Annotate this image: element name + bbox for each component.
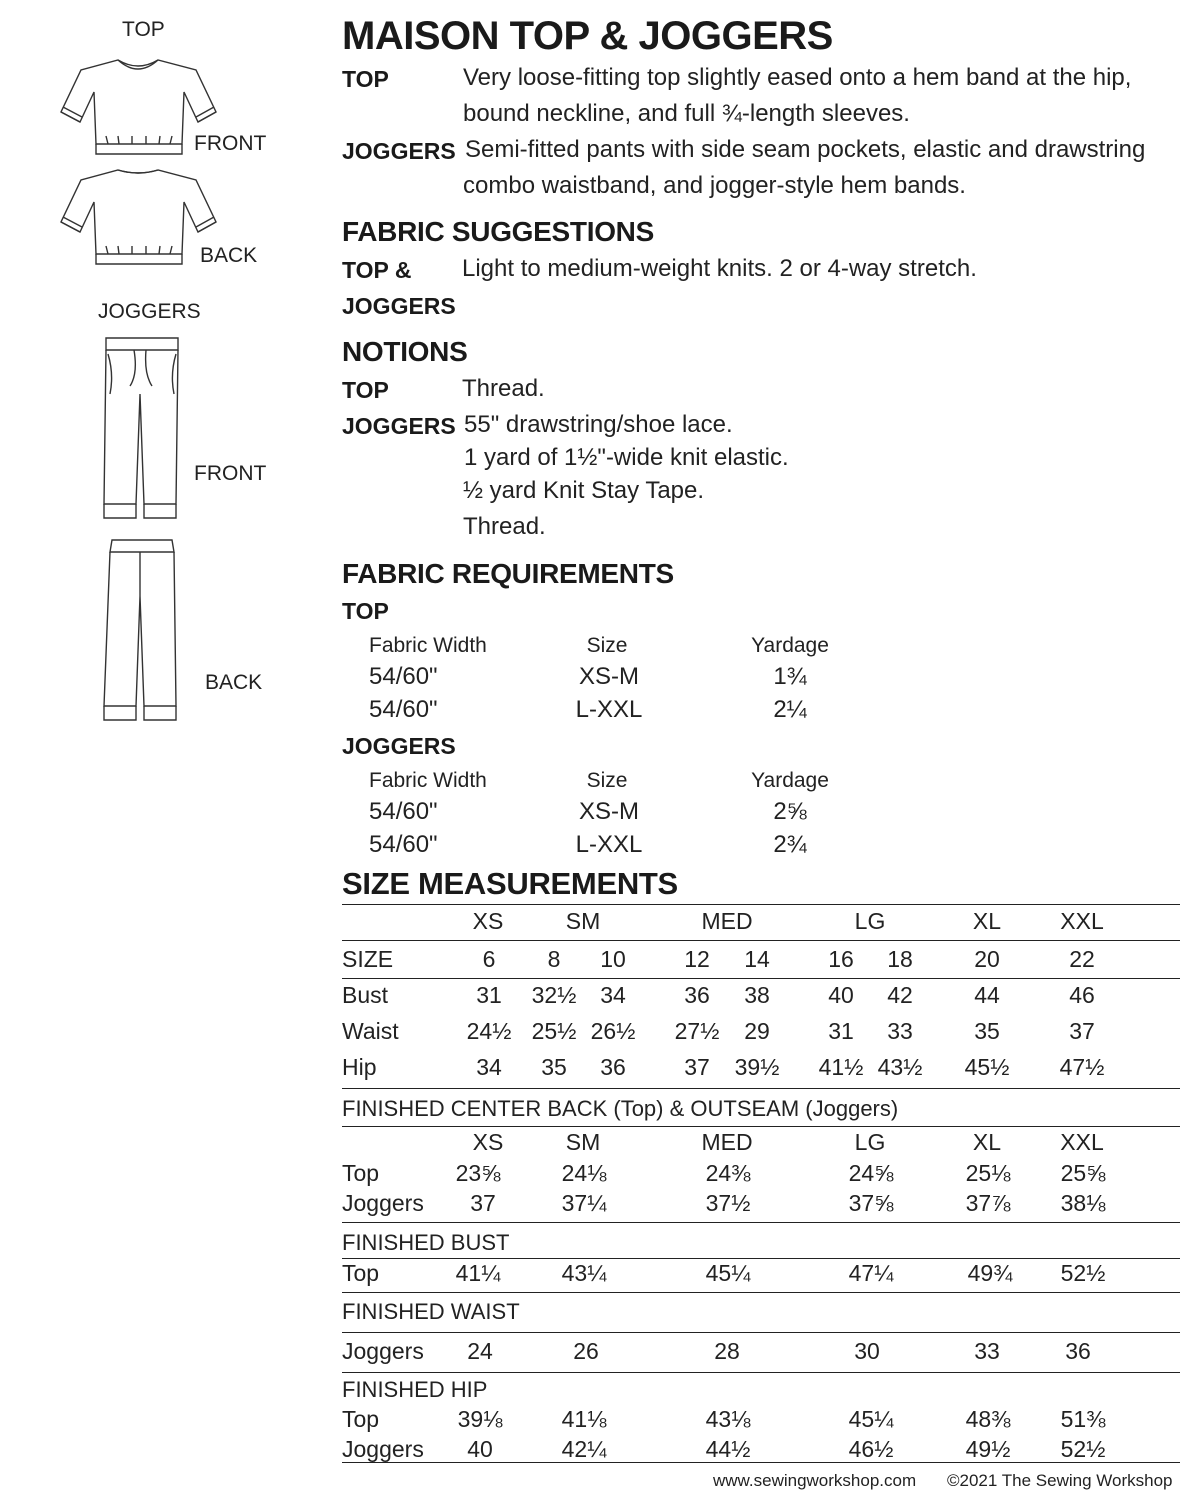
- divider: [342, 940, 1180, 941]
- notions-top-text: Thread.: [462, 375, 545, 402]
- sm-size-cell: 18: [887, 946, 913, 972]
- fb-top-cell: 41¼: [455, 1260, 501, 1286]
- sketch-joggers-back-label: BACK: [205, 671, 263, 694]
- divider: [342, 1258, 1180, 1259]
- fh-joggers-cell: 49½: [965, 1436, 1011, 1462]
- sm-bust-cell: 34: [600, 982, 626, 1008]
- sm-size-cell: 14: [744, 946, 770, 972]
- sketch-top-label: TOP: [122, 18, 165, 41]
- sm-waist-cell: 29: [744, 1018, 770, 1044]
- fb-row-top-label: Top: [342, 1260, 380, 1286]
- fr-joggers-row-1-width: 54/60": [369, 798, 438, 825]
- desc-top-key: TOP: [342, 66, 389, 92]
- notions-heading: NOTIONS: [342, 336, 468, 367]
- fcb-top-cell: 24⅛: [561, 1160, 607, 1186]
- fabric-suggestions-key-2: JOGGERS: [342, 293, 456, 319]
- fr-top-row-2-yardage: 2¼: [773, 696, 807, 723]
- fb-top-cell: 45¼: [705, 1260, 751, 1286]
- fh-row-top-label: Top: [342, 1406, 380, 1432]
- sm-size-cell: 12: [684, 946, 710, 972]
- divider: [342, 1126, 1180, 1127]
- finished-bust-heading: FINISHED BUST: [342, 1230, 510, 1255]
- sm-hip-cell: 35: [541, 1054, 567, 1080]
- fabric-suggestions-heading: FABRIC SUGGESTIONS: [342, 216, 654, 247]
- fabric-suggestions-key-1: TOP &: [342, 257, 412, 283]
- fcb-joggers-cell: 37: [470, 1190, 496, 1216]
- sm-row-size-label: SIZE: [342, 946, 394, 972]
- fcb-group-sm: SM: [565, 1129, 601, 1155]
- desc-joggers-line-1: Semi-fitted pants with side seam pockets, elastic and drawstring: [465, 136, 1146, 163]
- fr-top-col-size: Size: [586, 634, 628, 657]
- sm-bust-cell: 36: [684, 982, 710, 1008]
- finished-waist-heading: FINISHED WAIST: [342, 1299, 520, 1324]
- sm-size-cell: 20: [974, 946, 1000, 972]
- fr-top-col-width: Fabric Width: [369, 634, 487, 657]
- fcb-joggers-cell: 38⅛: [1060, 1190, 1106, 1216]
- sm-size-cell: 22: [1069, 946, 1095, 972]
- notions-top-key: TOP: [342, 377, 389, 403]
- sm-bust-cell: 44: [974, 982, 1000, 1008]
- fb-top-cell: 43¼: [561, 1260, 607, 1286]
- fr-top-row-1-size: XS-M: [579, 663, 639, 690]
- divider: [342, 1088, 1180, 1089]
- top-back-illustration: [56, 162, 221, 272]
- fcb-top-cell: 25⅝: [1060, 1160, 1106, 1186]
- sm-hip-cell: 47½: [1059, 1054, 1105, 1080]
- sm-group-xxl: XXL: [1060, 908, 1104, 934]
- fcb-group-xl: XL: [972, 1129, 1002, 1155]
- fh-joggers-cell: 44½: [705, 1436, 751, 1462]
- fh-joggers-cell: 40: [467, 1436, 493, 1462]
- page-title: MAISON TOP & JOGGERS: [342, 14, 833, 58]
- fcb-group-lg: LG: [854, 1129, 886, 1155]
- fr-joggers-col-width: Fabric Width: [369, 769, 487, 792]
- fr-joggers-row-1-yardage: 2⅝: [773, 798, 807, 825]
- fr-joggers-row-1-size: XS-M: [579, 798, 639, 825]
- fcb-top-cell: 23⅝: [455, 1160, 501, 1186]
- sm-group-xs: XS: [472, 908, 504, 934]
- fabric-requirements-heading: FABRIC REQUIREMENTS: [342, 558, 674, 589]
- fw-joggers-cell: 26: [573, 1338, 599, 1364]
- fr-joggers-col-size: Size: [586, 769, 628, 792]
- sketch-top-back-label: BACK: [200, 244, 258, 267]
- sm-hip-cell: 43½: [877, 1054, 923, 1080]
- fr-top-row-1-width: 54/60": [369, 663, 438, 690]
- sm-group-sm: SM: [565, 908, 601, 934]
- footer-copyright: ©2021 The Sewing Workshop: [947, 1471, 1173, 1490]
- sketch-top-front-label: FRONT: [194, 132, 267, 155]
- fh-top-cell: 41⅛: [561, 1406, 607, 1432]
- fw-joggers-cell: 33: [974, 1338, 1000, 1364]
- fw-joggers-cell: 24: [467, 1338, 493, 1364]
- footer-website: www.sewingworkshop.com: [713, 1471, 917, 1490]
- divider: [342, 1462, 1180, 1463]
- notions-joggers-line-1: 55" drawstring/shoe lace.: [464, 411, 733, 438]
- divider: [342, 1222, 1180, 1223]
- desc-top-line-2: bound neckline, and full ¾-length sleeves.: [463, 100, 910, 127]
- sm-group-xl: XL: [972, 908, 1002, 934]
- sm-waist-cell: 37: [1069, 1018, 1095, 1044]
- fr-top-label: TOP: [342, 598, 389, 624]
- fcb-row-joggers-label: Joggers: [342, 1190, 424, 1216]
- sm-hip-cell: 37: [684, 1054, 710, 1080]
- fr-joggers-row-2-width: 54/60": [369, 831, 438, 858]
- fw-row-joggers-label: Joggers: [342, 1338, 424, 1364]
- joggers-back-illustration: [100, 536, 184, 726]
- fb-top-cell: 52½: [1060, 1260, 1106, 1286]
- desc-top-line-1: Very loose-fitting top slightly eased onto a hem band at the hip,: [463, 64, 1132, 91]
- divider: [342, 1332, 1180, 1333]
- sm-bust-cell: 42: [887, 982, 913, 1008]
- desc-joggers-key: JOGGERS: [342, 138, 456, 164]
- sm-waist-cell: 31: [828, 1018, 854, 1044]
- sm-row-waist-label: Waist: [342, 1018, 399, 1044]
- divider: [342, 1372, 1180, 1373]
- fw-joggers-cell: 28: [714, 1338, 740, 1364]
- fh-top-cell: 43⅛: [705, 1406, 751, 1432]
- sm-row-bust-label: Bust: [342, 982, 389, 1008]
- fh-joggers-cell: 42¼: [561, 1436, 607, 1462]
- sm-waist-cell: 24½: [466, 1018, 512, 1044]
- sm-waist-cell: 35: [974, 1018, 1000, 1044]
- fh-top-cell: 48⅜: [965, 1406, 1011, 1432]
- fb-top-cell: 47¼: [848, 1260, 894, 1286]
- fcb-top-cell: 24⅝: [848, 1160, 894, 1186]
- fh-joggers-cell: 46½: [848, 1436, 894, 1462]
- sm-hip-cell: 34: [476, 1054, 502, 1080]
- fh-top-cell: 45¼: [848, 1406, 894, 1432]
- joggers-front-illustration: [100, 334, 184, 524]
- sm-waist-cell: 25½: [531, 1018, 577, 1044]
- sm-group-med: MED: [701, 908, 753, 934]
- fh-joggers-cell: 52½: [1060, 1436, 1106, 1462]
- divider: [342, 1292, 1180, 1293]
- fr-joggers-row-2-size: L-XXL: [575, 831, 643, 858]
- fabric-suggestions-text: Light to medium-weight knits. 2 or 4-way stretch.: [462, 255, 977, 282]
- fcb-joggers-cell: 37½: [705, 1190, 751, 1216]
- sketch-joggers-label: JOGGERS: [98, 300, 201, 323]
- fr-top-col-yardage: Yardage: [751, 634, 829, 657]
- notions-joggers-line-2: 1 yard of 1½"-wide knit elastic.: [464, 444, 789, 471]
- fcb-top-cell: 25⅛: [965, 1160, 1011, 1186]
- divider: [342, 978, 1180, 979]
- notions-joggers-key: JOGGERS: [342, 413, 456, 439]
- sm-waist-cell: 33: [887, 1018, 913, 1044]
- notions-joggers-line-3: ½ yard Knit Stay Tape.: [463, 477, 705, 504]
- sm-bust-cell: 32½: [531, 982, 577, 1008]
- fcb-joggers-cell: 37⅞: [965, 1190, 1011, 1216]
- sm-bust-cell: 38: [744, 982, 770, 1008]
- sketch-joggers-front-label: FRONT: [194, 462, 267, 485]
- sm-bust-cell: 31: [476, 982, 502, 1008]
- sm-size-cell: 8: [547, 946, 561, 972]
- fcb-joggers-cell: 37⅝: [848, 1190, 894, 1216]
- sm-group-lg: LG: [854, 908, 886, 934]
- fcb-group-xxl: XXL: [1060, 1129, 1104, 1155]
- fh-top-cell: 39⅛: [457, 1406, 503, 1432]
- sm-size-cell: 10: [600, 946, 626, 972]
- finished-hip-heading: FINISHED HIP: [342, 1377, 488, 1402]
- fh-row-joggers-label: Joggers: [342, 1436, 424, 1462]
- sm-hip-cell: 41½: [818, 1054, 864, 1080]
- fr-joggers-label: JOGGERS: [342, 733, 456, 759]
- fcb-top-cell: 24⅜: [705, 1160, 751, 1186]
- sm-bust-cell: 40: [828, 982, 854, 1008]
- divider: [342, 904, 1180, 905]
- desc-joggers-line-2: combo waistband, and jogger-style hem bands.: [463, 172, 966, 199]
- sm-bust-cell: 46: [1069, 982, 1095, 1008]
- sm-size-cell: 6: [482, 946, 496, 972]
- fr-joggers-row-2-yardage: 2¾: [773, 831, 807, 858]
- size-measurements-heading: SIZE MEASUREMENTS: [342, 866, 678, 901]
- fw-joggers-cell: 36: [1065, 1338, 1091, 1364]
- fb-top-cell: 49¾: [967, 1260, 1013, 1286]
- fcb-group-xs: XS: [472, 1129, 504, 1155]
- fcb-row-top-label: Top: [342, 1160, 380, 1186]
- finished-cb-heading: FINISHED CENTER BACK (Top) & OUTSEAM (Joggers): [342, 1096, 899, 1121]
- fw-joggers-cell: 30: [854, 1338, 880, 1364]
- sm-waist-cell: 26½: [590, 1018, 636, 1044]
- fr-top-row-1-yardage: 1¾: [773, 663, 807, 690]
- sm-hip-cell: 45½: [964, 1054, 1010, 1080]
- sm-waist-cell: 27½: [674, 1018, 720, 1044]
- sm-hip-cell: 36: [600, 1054, 626, 1080]
- fh-top-cell: 51⅜: [1060, 1406, 1106, 1432]
- fcb-joggers-cell: 37¼: [561, 1190, 607, 1216]
- notions-joggers-line-4: Thread.: [463, 513, 546, 540]
- fr-joggers-col-yardage: Yardage: [751, 769, 829, 792]
- fr-top-row-2-size: L-XXL: [575, 696, 643, 723]
- sm-size-cell: 16: [828, 946, 854, 972]
- sm-row-hip-label: Hip: [342, 1054, 377, 1080]
- sm-hip-cell: 39½: [734, 1054, 780, 1080]
- fr-top-row-2-width: 54/60": [369, 696, 438, 723]
- fcb-group-med: MED: [701, 1129, 753, 1155]
